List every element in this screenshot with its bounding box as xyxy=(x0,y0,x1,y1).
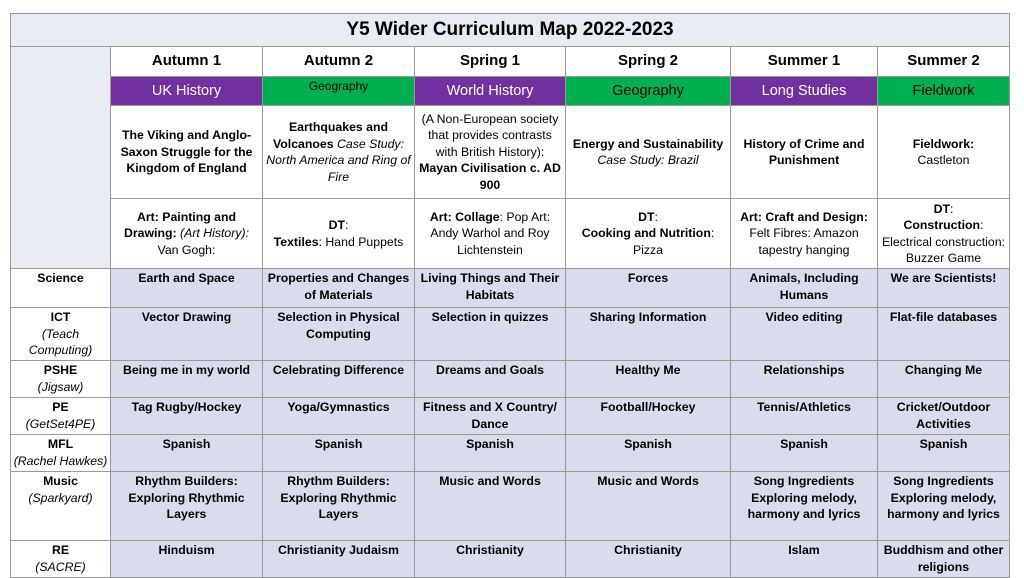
theme-long-studies: Long Studies xyxy=(731,77,878,106)
dt-autumn-2 xyxy=(263,199,415,269)
art-summer-1-subject: Art: Craft and Design: xyxy=(740,209,868,224)
dt-summer-2-subject: DT xyxy=(933,201,950,216)
music-autumn-2: Rhythm Builders: Exploring Rhythmic Layers xyxy=(263,472,415,541)
topic-autumn-2-title: Earthquakes and Volcanoes xyxy=(272,120,389,151)
dt-autumn-2-strand: Textiles xyxy=(273,234,319,249)
pshe-summer-2: Changing Me xyxy=(878,361,1010,398)
topic-spring-1-intro: (A Non-European society that provides contrasts with British History): xyxy=(421,111,559,159)
topic-autumn-2 xyxy=(263,106,415,199)
term-header-row xyxy=(11,47,1010,77)
music-spring-1: Music and Words xyxy=(415,472,566,541)
term-header-spring-1: Spring 1 xyxy=(415,47,566,77)
title-row xyxy=(11,14,1010,47)
topic-autumn-1 xyxy=(111,106,263,199)
dt-spring-2 xyxy=(566,199,731,269)
mfl-autumn-2: Spanish xyxy=(263,435,415,472)
pe-autumn-1: Tag Rugby/Hockey xyxy=(111,398,263,435)
re-summer-1: Islam xyxy=(731,541,878,578)
subject-name: RE xyxy=(51,543,70,557)
art-autumn-1-focus: Van Gogh: xyxy=(157,242,216,257)
theme-fieldwork: Fieldwork xyxy=(878,77,1010,106)
subject-row-pshe xyxy=(11,361,1010,398)
mfl-spring-1: Spanish xyxy=(415,435,566,472)
ict-spring-2: Sharing Information xyxy=(566,308,731,361)
dt-summer-2-focus: : Electrical construction: Buzzer Game xyxy=(881,218,1006,265)
re-autumn-2: Christianity Judaism xyxy=(263,541,415,578)
dt-summer-2 xyxy=(878,199,1010,269)
subject-row-re xyxy=(11,541,1010,578)
subject-provider: (Sparkyard) xyxy=(28,490,93,505)
topic-spring-2-title: Energy and Sustainability xyxy=(572,136,724,151)
pshe-autumn-1: Being me in my world xyxy=(111,361,263,398)
row-label-pshe xyxy=(11,361,111,398)
art-autumn-1 xyxy=(111,199,263,269)
re-spring-2: Christianity xyxy=(566,541,731,578)
topic-spring-1 xyxy=(415,106,566,199)
ict-autumn-1: Vector Drawing xyxy=(111,308,263,361)
pe-autumn-2: Yoga/Gymnastics xyxy=(263,398,415,435)
mfl-summer-1: Spanish xyxy=(731,435,878,472)
page-title: Y5 Wider Curriculum Map 2022-2023 xyxy=(11,14,1010,47)
art-summer-1 xyxy=(731,199,878,269)
music-autumn-1: Rhythm Builders: Exploring Rhythmic Layers xyxy=(111,472,263,541)
art-spring-1-focus: : Pop Art: Andy Warhol and Roy Lichtenstein xyxy=(430,209,551,257)
topic-spring-1-title: Mayan Civilisation c. AD 900 xyxy=(419,161,561,192)
topic-summer-2 xyxy=(878,106,1010,199)
dt-summer-2-strand: Construction xyxy=(903,218,981,232)
dt-spring-2-focus: : Pizza xyxy=(632,226,715,257)
subject-row-science xyxy=(11,269,1010,308)
pe-spring-2: Football/Hockey xyxy=(566,398,731,435)
pshe-spring-1: Dreams and Goals xyxy=(415,361,566,398)
art-summer-1-focus: Felt Fibres: Amazon tapestry hanging xyxy=(749,226,859,257)
science-spring-1: Living Things and Their Habitats xyxy=(415,269,566,308)
dt-autumn-2-subject: DT xyxy=(328,218,345,232)
art-autumn-1-strand: (Art History): xyxy=(180,226,250,241)
pe-spring-1: Fitness and X Country/ Dance xyxy=(415,398,566,435)
ict-summer-2: Flat-file databases xyxy=(878,308,1010,361)
subject-provider: (Teach Computing) xyxy=(28,326,93,357)
subject-provider: (GetSet4PE) xyxy=(25,416,96,431)
dt-spring-2-subject: DT xyxy=(638,209,655,224)
pe-summer-1: Tennis/Athletics xyxy=(731,398,878,435)
subject-row-music xyxy=(11,472,1010,541)
subject-provider: (SACRE) xyxy=(35,559,86,574)
ict-summer-1: Video editing xyxy=(731,308,878,361)
dt-spring-2-sep: : xyxy=(654,209,658,224)
row-label-science xyxy=(11,269,111,308)
curriculum-map-table xyxy=(10,13,1010,578)
subject-row-pe xyxy=(11,398,1010,435)
theme-row xyxy=(11,77,1010,106)
subject-name: Music xyxy=(43,474,78,488)
mfl-spring-2: Spanish xyxy=(566,435,731,472)
row-label-ict xyxy=(11,308,111,361)
term-header-spring-2: Spring 2 xyxy=(566,47,731,77)
topic-autumn-1-title: The Viking and Anglo-Saxon Struggle for the Kingdom of England xyxy=(120,128,253,176)
term-header-autumn-1: Autumn 1 xyxy=(111,47,263,77)
science-autumn-1: Earth and Space xyxy=(111,269,263,308)
re-spring-1: Christianity xyxy=(415,541,566,578)
topic-spring-2 xyxy=(566,106,731,199)
topic-spring-2-case-study: Case Study: Brazil xyxy=(597,153,699,167)
pshe-autumn-2: Celebrating Difference xyxy=(263,361,415,398)
row-label-mfl xyxy=(11,435,111,472)
theme-world-history: World History xyxy=(415,77,566,106)
topic-summer-2-place: Castleton xyxy=(917,153,970,167)
re-autumn-1: Hinduism xyxy=(111,541,263,578)
music-spring-2: Music and Words xyxy=(566,472,731,541)
term-header-summer-2: Summer 2 xyxy=(878,47,1010,77)
science-autumn-2: Properties and Changes of Materials xyxy=(263,269,415,308)
subject-row-mfl xyxy=(11,435,1010,472)
subject-name: MFL xyxy=(47,437,74,451)
music-summer-2: Song Ingredients Exploring melody, harmony and lyrics xyxy=(878,472,1010,541)
art-autumn-1-subject: Art: Painting and Drawing: xyxy=(123,209,237,241)
topic-summer-1 xyxy=(731,106,878,199)
pshe-summer-1: Relationships xyxy=(731,361,878,398)
pshe-spring-2: Healthy Me xyxy=(566,361,731,398)
art-spring-1 xyxy=(415,199,566,269)
music-summer-1: Song Ingredients Exploring melody, harmony and lyrics xyxy=(731,472,878,541)
term-header-summer-1: Summer 1 xyxy=(731,47,878,77)
topic-summer-2-label: Fieldwork: xyxy=(912,136,975,151)
mfl-autumn-1: Spanish xyxy=(111,435,263,472)
pe-summer-2: Cricket/Outdoor Activities xyxy=(878,398,1010,435)
subject-name: Science xyxy=(37,271,84,285)
subject-name: ICT xyxy=(50,310,71,324)
art-spring-1-subject: Art: Collage xyxy=(429,209,500,224)
subject-provider: (Rachel Hawkes) xyxy=(13,453,108,468)
dt-summer-2-sep: : xyxy=(950,201,954,216)
art-dt-row xyxy=(11,199,1010,269)
subject-name: PE xyxy=(52,400,69,414)
corner-blank-cell xyxy=(11,47,111,269)
mfl-summer-2: Spanish xyxy=(878,435,1010,472)
topic-autumn-2-case-study: Case Study: North America and Ring of Fire xyxy=(266,136,411,184)
science-summer-2: We are Scientists! xyxy=(878,269,1010,308)
term-header-autumn-2: Autumn 2 xyxy=(263,47,415,77)
science-summer-1: Animals, Including Humans xyxy=(731,269,878,308)
theme-geography-spring: Geography xyxy=(566,77,731,106)
topic-row xyxy=(11,106,1010,199)
dt-autumn-2-sep: : xyxy=(344,218,349,232)
subject-provider: (Jigsaw) xyxy=(37,379,84,394)
subject-name: PSHE xyxy=(43,363,78,377)
row-label-music xyxy=(11,472,111,541)
topic-summer-1-title: History of Crime and Punishment xyxy=(743,136,865,167)
ict-spring-1: Selection in quizzes xyxy=(415,308,566,361)
theme-geography-autumn: Geography xyxy=(263,77,415,106)
theme-uk-history: UK History xyxy=(111,77,263,106)
re-summer-2: Buddhism and other religions xyxy=(878,541,1010,578)
ict-autumn-2: Selection in Physical Computing xyxy=(263,308,415,361)
subject-row-ict xyxy=(11,308,1010,361)
dt-autumn-2-focus: : Hand Puppets xyxy=(318,234,404,249)
row-label-re xyxy=(11,541,111,578)
row-label-pe xyxy=(11,398,111,435)
dt-spring-2-strand: Cooking and Nutrition xyxy=(581,226,711,241)
science-spring-2: Forces xyxy=(566,269,731,308)
